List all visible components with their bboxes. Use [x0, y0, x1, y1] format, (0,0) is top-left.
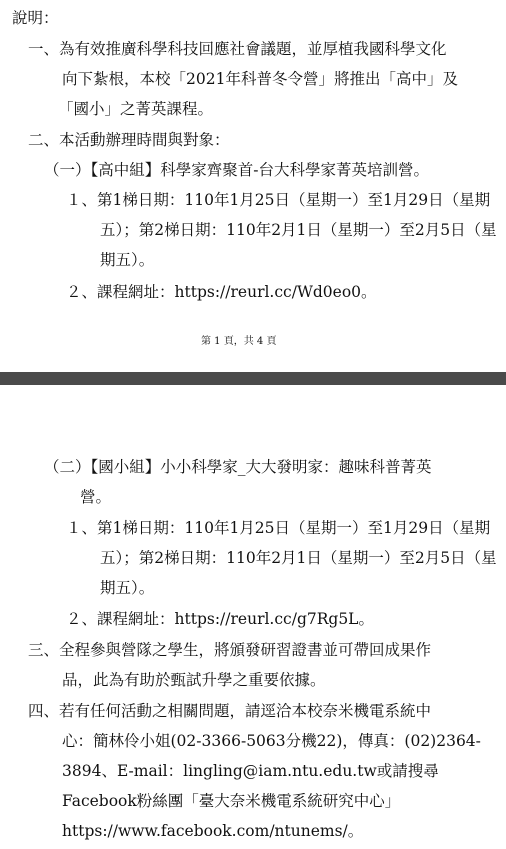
- high-course-url-line: [66, 282, 377, 302]
- elementary-group-title-line2: 營。: [80, 488, 112, 506]
- course-url-label: ２、課程網址：: [66, 610, 175, 628]
- item1-line1: 一、為有效推廣科學科技回應社會議題，並厚植我國科學文化: [28, 40, 447, 58]
- elem-schedule-line3: 期五）。: [100, 579, 155, 597]
- item3-line1: 三、全程參與營隊之學生，將頒發研習證書並可帶回成果作: [28, 641, 432, 659]
- course-url-end: 。: [361, 283, 377, 301]
- page-footer: 第 1 頁，共 4 頁: [201, 336, 277, 347]
- elem-course-url-link[interactable]: https://reurl.cc/g7Rg5L: [174, 610, 359, 628]
- email-link[interactable]: lingling@iam.ntu.edu.tw: [183, 762, 377, 780]
- high-schedule-line1: １、第1梯日期：110年1月25日（星期一）至1月29日（星期: [66, 191, 491, 209]
- elem-schedule-line2: 五）；第2梯日期：110年2月1日（星期一）至2月5日（星: [100, 549, 497, 567]
- elem-schedule-line1: １、第1梯日期：110年1月25日（星期一）至1月29日（星期: [66, 519, 491, 537]
- contact-prefix: 3894、E-mail：: [62, 762, 184, 780]
- high-course-url-link[interactable]: https://reurl.cc/Wd0eo0: [174, 283, 362, 301]
- item1-line2: 向下紮根，本校「2021年科普冬令營」將推出「高中」及: [62, 70, 458, 88]
- item4-line4: Facebook粉絲團「臺大奈米機電系統研究中心」: [62, 792, 401, 810]
- course-url-end: 。: [358, 610, 374, 628]
- item4-line2: 心：簡林伶小姐(02-3366-5063分機22)，傳真：(02)2364-: [62, 732, 481, 750]
- facebook-url-end: 。: [347, 822, 364, 840]
- item2-title: 二、本活動辦理時間與對象：: [28, 131, 230, 149]
- document-page-2: [0, 385, 506, 849]
- document-page-1: [0, 0, 506, 372]
- elem-course-url-line: [66, 609, 374, 629]
- course-url-label: ２、課程網址：: [66, 283, 175, 301]
- high-schedule-line3: 期五）。: [100, 251, 155, 269]
- high-schedule-line2: 五）；第2梯日期：110年2月1日（星期一）至2月5日（星: [100, 221, 497, 239]
- page-divider: [0, 372, 506, 385]
- facebook-url-link[interactable]: https://www.facebook.com/ntunems/: [62, 822, 348, 840]
- item1-line3: 「國小」之菁英課程。: [58, 100, 214, 118]
- facebook-url-line: [62, 821, 363, 841]
- elementary-group-title-line1: （二）【國小組】小小科學家_大大發明家：趣味科普菁英: [44, 458, 432, 476]
- contact-suffix: 或請搜尋: [376, 762, 439, 780]
- item3-line2: 品，此為有助於甄試升學之重要依據。: [62, 671, 326, 689]
- high-school-group-title: （一）【高中組】科學家齊聚首-台大科學家菁英培訓營。: [44, 161, 429, 179]
- section-heading: 說明：: [12, 9, 59, 27]
- item4-line3: [62, 761, 439, 781]
- item4-line1: 四、若有任何活動之相關問題，請逕洽本校奈米機電系統中: [28, 702, 432, 720]
